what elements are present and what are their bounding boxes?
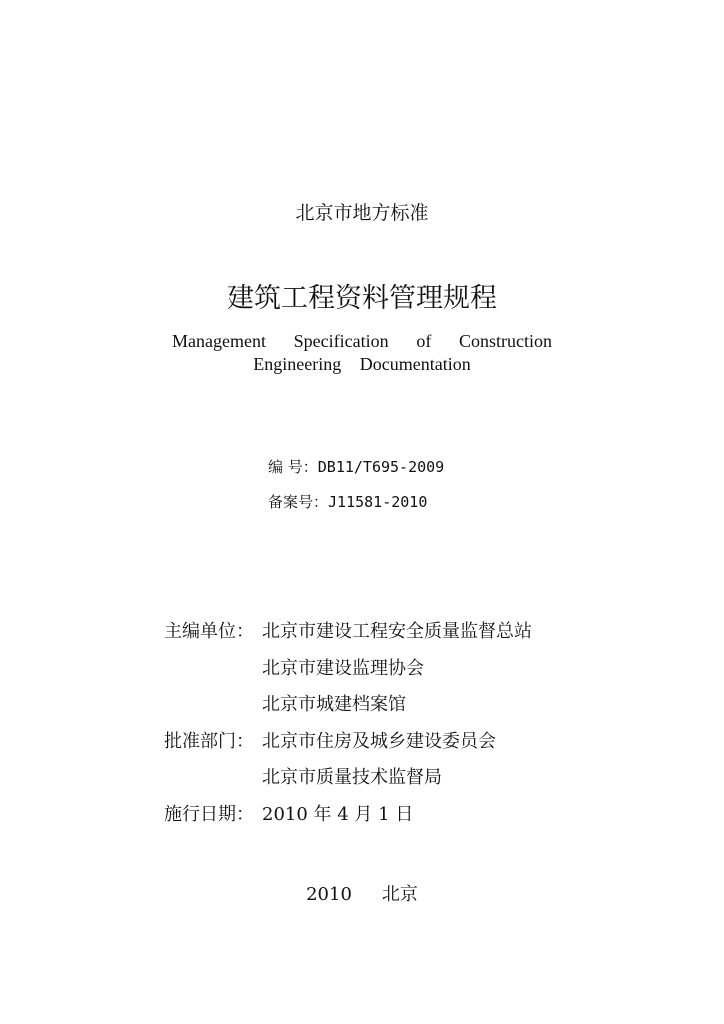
effective-date-row — [164, 797, 532, 834]
record-number-label: 备案号： — [268, 493, 329, 511]
title-en-word: Specification — [293, 331, 389, 351]
approval-unit: 北京市住房及城乡建设委员会 — [262, 730, 496, 752]
title-en-word: of — [416, 331, 432, 351]
standard-number-label: 编 号： — [268, 458, 318, 476]
publication-city: 北京 — [381, 884, 418, 905]
chief-editor-label: 主编单位： — [164, 621, 254, 642]
record-number-row — [268, 485, 444, 520]
standard-codes — [268, 450, 444, 520]
effective-date-label: 施行日期： — [164, 803, 254, 825]
chief-editor-row — [164, 614, 532, 651]
title-en-word: Management — [172, 331, 266, 351]
publication-footer — [0, 880, 724, 906]
approval-unit: 北京市质量技术监督局 — [262, 767, 442, 788]
title-en-word: Construction — [459, 331, 552, 351]
title-english — [172, 330, 552, 376]
title-english-line-1 — [172, 330, 552, 353]
standard-type: 北京市地方标准 — [295, 202, 429, 224]
chief-editor-unit: 北京市城建档案馆 — [262, 694, 406, 715]
publication-year: 2010 — [306, 884, 352, 905]
approval-row — [164, 724, 532, 761]
organization-block — [164, 614, 532, 833]
chief-editor-row — [164, 687, 532, 724]
approval-label: 批准部门： — [164, 730, 254, 752]
standard-number-value: DB11/T695-2009 — [317, 458, 445, 476]
chief-editor-unit: 北京市建设监理协会 — [262, 657, 424, 679]
chief-editor-unit: 北京市建设工程安全质量监督总站 — [262, 621, 532, 642]
chief-editor-row — [164, 651, 532, 688]
title-chinese: 建筑工程资料管理规程 — [227, 283, 497, 314]
title-english-line-2: Engineering Documentation — [253, 354, 471, 374]
approval-row — [164, 760, 532, 797]
record-number-value: J11581-2010 — [328, 493, 428, 511]
standard-number-row — [268, 450, 444, 485]
effective-date-value: 2010 年 4 月 1 日 — [262, 803, 414, 825]
